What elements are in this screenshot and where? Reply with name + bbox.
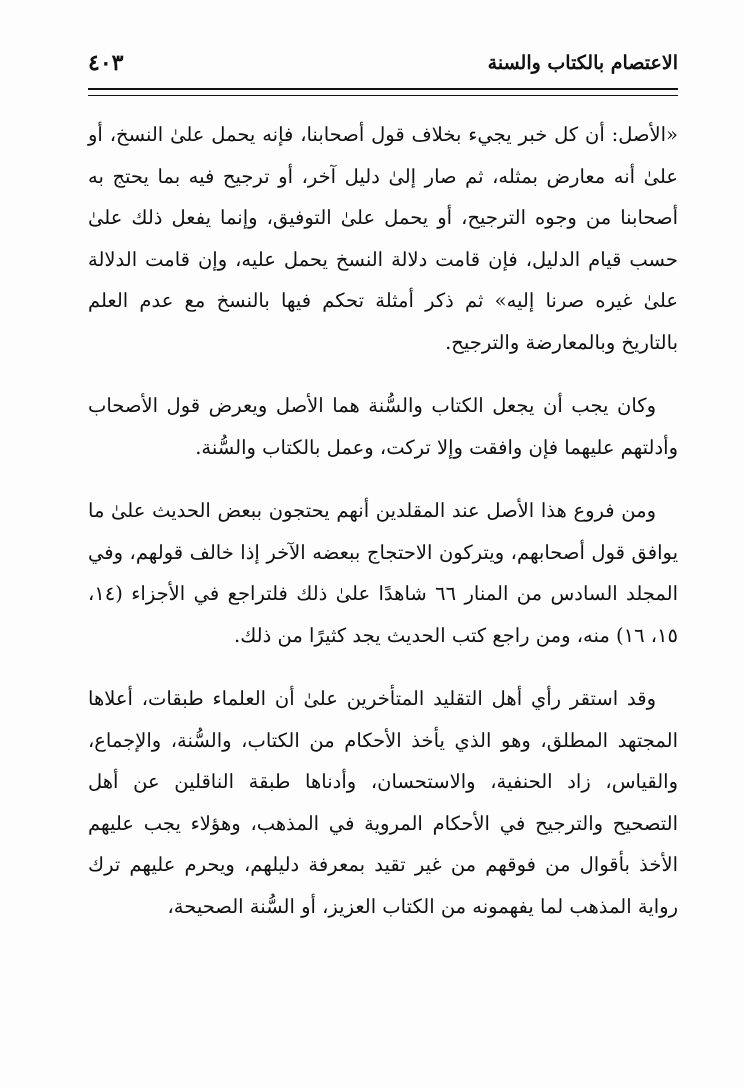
header-rule-thick: [88, 88, 678, 90]
paragraph: وقد استقر رأي أهل التقليد المتأخرين علىٰ أن العلماء طبقات، أعلاها المجتهد المطلق، وهو الذي يأخذ الأحكام من الكتاب، والسُّنة، والإجماع، والقياس، زاد الحنفية، والاستحسان، وأدناها طبقة الناقلين عن أهل التصحيح والترجيح في الأحكام المروية في المذهب، وهؤلاء يجب عليهم الأخذ بأقوال من فوقهم من غير تقيد بمعرفة دليلهم، ويحرم عليهم ترك رواية المذهب لما يفهمونه من الكتاب العزيز، أو السُّنة الصحيحة،: [88, 687, 678, 918]
running-title: الاعتصام بالكتاب والسنة: [487, 52, 678, 74]
header-rule-thin: [88, 95, 678, 96]
page-body: [88, 114, 678, 949]
paragraph-quote: «الأصل: أن كل خبر يجيء بخلاف قول أصحابنا، فإنه يحمل علىٰ النسخ، أو علىٰ أنه معارض بمثله، ثم صار إلىٰ دليل آخر، أو ترجيح فيه بما يحتج به أصحابنا من وجوه الترجيح، أو يحمل علىٰ التوفيق، وإنما يفعل ذلك علىٰ حسب قيام الدليل، فإن قامت دلالة النسخ يحمل عليه، وإن قامت الدلالة علىٰ غيره صرنا إليه» ثم ذكر أمثلة تحكم فيها بالنسخ مع عدم العلم بالتاريخ وبالمعارضة والترجيح.: [88, 123, 678, 354]
running-header: [88, 48, 678, 82]
paragraph: ومن فروع هذا الأصل عند المقلدين أنهم يحتجون ببعض الحديث علىٰ ما يوافق قول أصحابهم، ويتركون الاحتجاج ببعضه الآخر إذا خالف قولهم، وفي المجلد السادس من المنار ٦٦ شاهدًا علىٰ ذلك فلتراجع في الأجزاء (١٤، ١٥، ١٦) منه، ومن راجع كتب الحديث يجد كثيرًا من ذلك.: [88, 499, 678, 647]
page-number: ٤٠٣: [88, 50, 124, 76]
paragraph: وكان يجب أن يجعل الكتاب والسُّنة هما الأصل ويعرض قول الأصحاب وأدلتهم عليهما فإن وافقت وإلا تركت، وعمل بالكتاب والسُّنة.: [88, 394, 678, 459]
